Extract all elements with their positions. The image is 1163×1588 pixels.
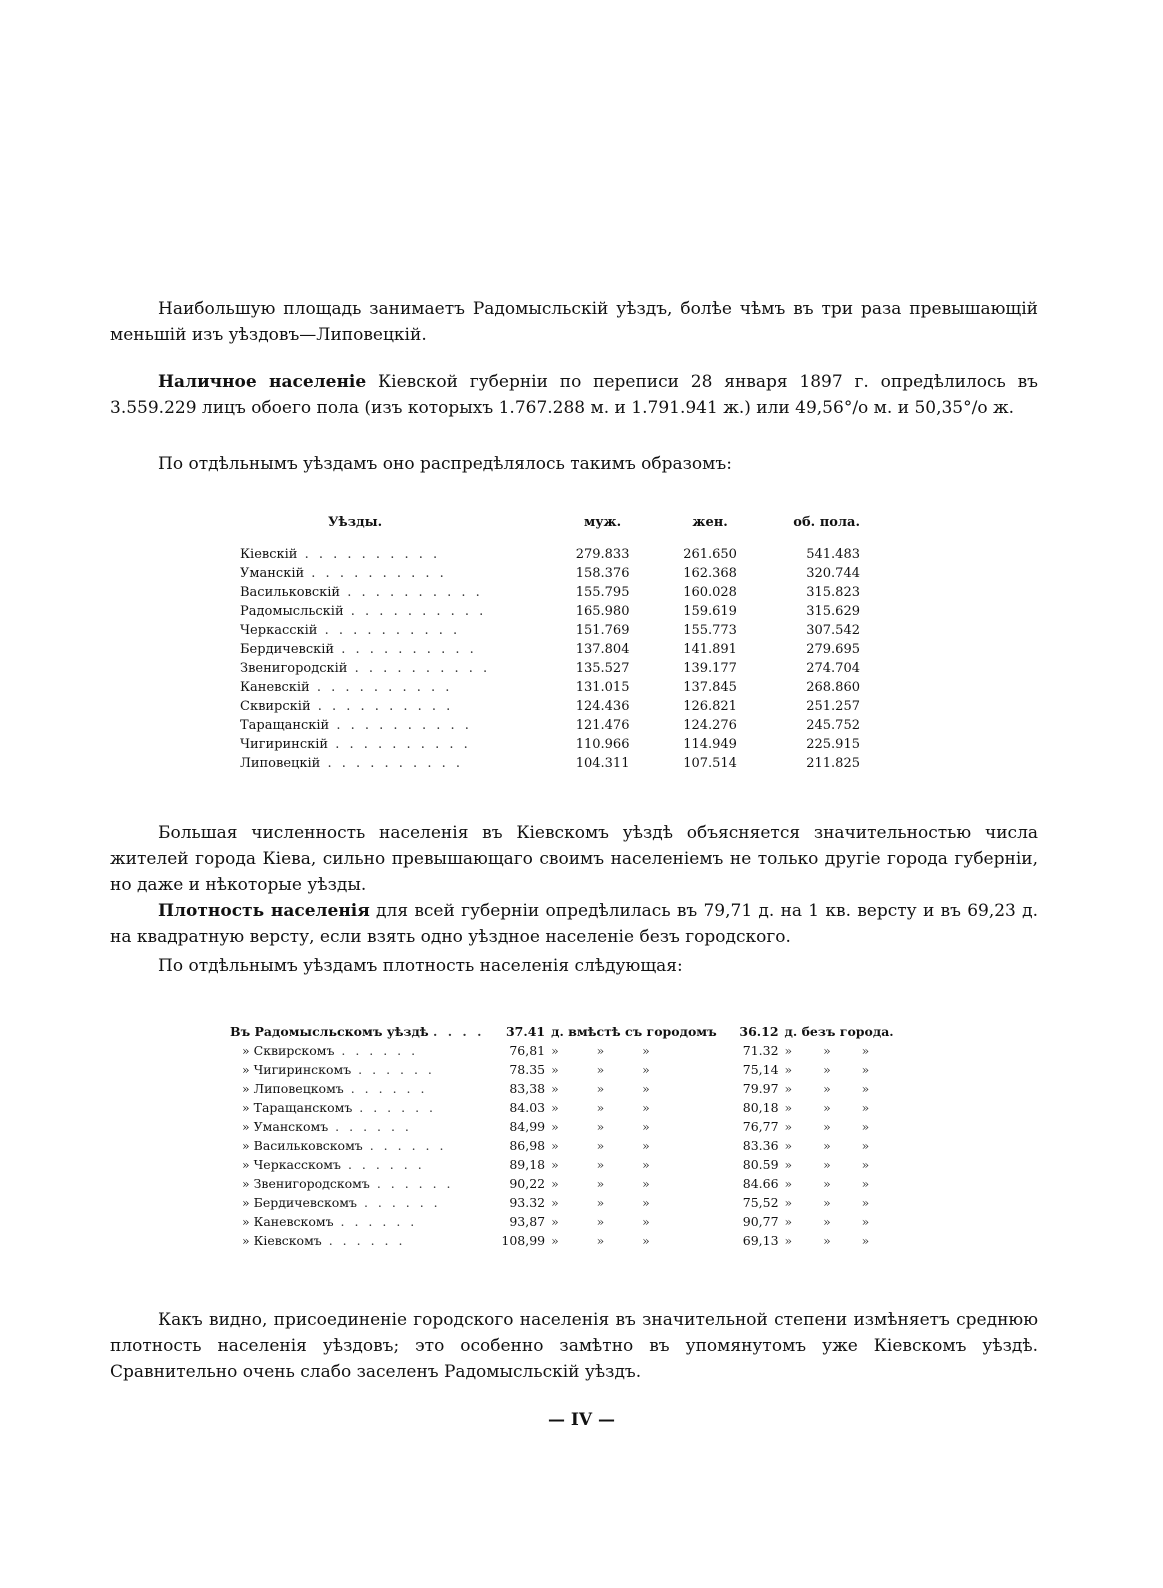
population-table: [240, 515, 860, 773]
cell-female: 162.368: [683, 566, 737, 581]
table-row: » Каневскомъ . . . . . . 93,87 » » » 90,77 » » »: [242, 1214, 873, 1229]
table-row: Сквирскій . . . . . . . . . . 124.436 126.821 251.257: [240, 699, 860, 714]
paragraph-kiev-explanation: Большая численность населенія въ Кіевскомъ уѣздѣ объясняется значительностью числа жителей города Кіева, сильно превышающаго своимъ населеніемъ не только другіе города губерніи, но даже и нѣкоторые уѣзды.: [110, 823, 1038, 895]
row-without-city: 80,18: [742, 1100, 779, 1115]
row-prefix: »: [242, 1100, 250, 1115]
row-prefix: »: [242, 1062, 250, 1077]
row-district: Чигиринскомъ: [253, 1062, 352, 1077]
row-without-city: 36.12: [739, 1024, 779, 1039]
cell-district: Сквирскій: [240, 699, 311, 714]
row-district: Звенигородскомъ: [253, 1176, 370, 1191]
table-row: Каневскій . . . . . . . . . . 131.015 137.845 268.860: [240, 680, 860, 695]
table-row: » Васильковскомъ . . . . . . 86,98 » » » 83.36 » » »: [242, 1138, 873, 1153]
table-row: Черкасскій . . . . . . . . . . 151.769 155.773 307.542: [240, 623, 860, 638]
cell-total: 251.257: [806, 699, 860, 714]
row-without-city: 83.36: [742, 1138, 779, 1153]
row-prefix: »: [242, 1138, 250, 1153]
row-without-city: 71.32: [742, 1043, 779, 1058]
cell-male: 110.966: [575, 737, 630, 752]
cell-total: 307.542: [806, 623, 860, 638]
cell-district: Липовецкій: [240, 756, 321, 771]
header-district: Уѣзды.: [328, 515, 383, 530]
cell-female: 139.177: [683, 661, 737, 676]
row-with-city: 76,81: [509, 1043, 546, 1058]
table-row: » Таращанскомъ . . . . . . 84.03 » » » 80,18 » » »: [242, 1100, 873, 1115]
cell-total: 320.744: [806, 566, 860, 581]
row-prefix: »: [242, 1119, 250, 1134]
row-without-city: 80.59: [742, 1157, 779, 1172]
table-row: » Липовецкомъ . . . . . . 83,38 » » » 79.97 » » »: [242, 1081, 873, 1096]
cell-female: 155.773: [683, 623, 737, 638]
row-prefix: »: [242, 1214, 250, 1229]
row-with-city: 90,22: [509, 1176, 546, 1191]
table-row: Бердичевскій . . . . . . . . . . 137.804 141.891 279.695: [240, 642, 860, 657]
paragraph-density: Плотность населенія для всей губерніи опредѣлилась въ 79,71 д. на 1 кв. версту и въ 69,23 д. на квадратную версту, если взять одно уѣздное населеніе безъ городского.: [110, 901, 1038, 947]
cell-district: Звенигородскій: [240, 661, 348, 676]
cell-total: 211.825: [806, 756, 860, 771]
row-prefix: »: [242, 1081, 250, 1096]
cell-female: 114.949: [683, 737, 737, 752]
row-prefix: Въ: [230, 1024, 251, 1039]
row-tail-text: д. безъ города.: [784, 1024, 894, 1039]
row-district: Васильковскомъ: [253, 1138, 363, 1153]
density-table: [230, 1022, 920, 1250]
row-without-city: 79.97: [742, 1081, 779, 1096]
cell-district: Чигиринскій: [240, 737, 329, 752]
table-row: Кіевскій . . . . . . . . . . 279.833 261.650 541.483: [240, 547, 860, 562]
row-without-city: 75,14: [742, 1062, 779, 1077]
row-district: Бердичевскомъ: [253, 1195, 357, 1210]
row-with-city: 89,18: [509, 1157, 546, 1172]
paragraph-population: Наличное населеніе Кіевской губерніи по переписи 28 января 1897 г. опредѣлилось въ 3.559.229 лицъ обоего пола (изъ которыхъ 1.767.288 м. и 1.791.941 ж.) или 49,56°/о м. и 50,35°/о ж.: [110, 372, 1038, 418]
cell-male: 124.436: [575, 699, 630, 714]
cell-total: 225.915: [806, 737, 860, 752]
table-row: » Бердичевскомъ . . . . . . 93.32 » » » 75,52 » » »: [242, 1195, 873, 1210]
row-with-city: 83,38: [509, 1081, 546, 1096]
table-header-row: [240, 515, 860, 545]
row-with-city: 84,99: [509, 1119, 546, 1134]
cell-female: 137.845: [683, 680, 737, 695]
cell-female: 107.514: [683, 756, 737, 771]
table-row: Звенигородскій . . . . . . . . . . 135.527 139.177 274.704: [240, 661, 860, 676]
cell-total: 274.704: [806, 661, 860, 676]
row-district: Каневскомъ: [253, 1214, 334, 1229]
row-with-city: 108,99: [501, 1233, 546, 1248]
row-prefix: »: [242, 1157, 250, 1172]
header-female: жен.: [692, 515, 728, 530]
cell-district: Черкасскій: [240, 623, 318, 638]
table-row: » Чигиринскомъ . . . . . . 78.35 » » » 75,14 » » »: [242, 1062, 873, 1077]
page-number: — IV —: [548, 1410, 615, 1430]
row-prefix: »: [242, 1043, 250, 1058]
cell-total: 315.823: [806, 585, 860, 600]
row-district: Уманскомъ: [253, 1119, 329, 1134]
table-row: Липовецкій . . . . . . . . . . 104.311 107.514 211.825: [240, 756, 860, 771]
cell-male: 165.980: [575, 604, 630, 619]
cell-district: Васильковскій: [240, 585, 341, 600]
cell-male: 151.769: [575, 623, 630, 638]
table-row: » Кіевскомъ . . . . . . 108,99 » » » 69,13 » » »: [242, 1233, 873, 1248]
table-row: Въ Радомысльскомъ уѣздѣ . . . . 37.41 д. вмѣстѣ съ городомъ 36.12 д. безъ города.: [230, 1022, 920, 1041]
cell-total: 268.860: [806, 680, 860, 695]
cell-total: 245.752: [806, 718, 860, 733]
paragraph-density-intro: По отдѣльнымъ уѣздамъ плотность населенія слѣдующая:: [158, 956, 683, 976]
row-district: Сквирскомъ: [253, 1043, 335, 1058]
row-with-city: 78.35: [509, 1062, 546, 1077]
header-total: об. пола.: [793, 515, 860, 530]
cell-district: Радомысльскій: [240, 604, 344, 619]
table-row: » Сквирскомъ . . . . . . 76,81 » » » 71.32 » » »: [242, 1043, 873, 1058]
cell-district: Каневскій: [240, 680, 310, 695]
cell-male: 155.795: [575, 585, 630, 600]
table-row: » Уманскомъ . . . . . . 84,99 » » » 76,77 » » »: [242, 1119, 873, 1134]
paragraph-area: Наибольшую площадь занимаетъ Радомысльскій уѣздъ, болѣе чѣмъ въ три раза превышающій меньшій изъ уѣздовъ—Липовецкій.: [110, 299, 1038, 345]
row-district: Таращанскомъ: [253, 1100, 353, 1115]
row-district: Черкасскомъ: [253, 1157, 341, 1172]
cell-total: 541.483: [806, 547, 860, 562]
term-population: Наличное населеніе: [158, 372, 367, 392]
cell-district: Бердичевскій: [240, 642, 335, 657]
row-prefix: »: [242, 1195, 250, 1210]
row-without-city: 75,52: [742, 1195, 779, 1210]
table-row: » Звенигородскомъ . . . . . . 90,22 » » » 84.66 » » »: [242, 1176, 873, 1191]
table-row: Уманскій . . . . . . . . . . 158.376 162.368 320.744: [240, 566, 860, 581]
cell-female: 126.821: [683, 699, 737, 714]
cell-district: Кіевскій: [240, 547, 298, 562]
row-with-city: 86,98: [509, 1138, 546, 1153]
header-male: муж.: [583, 515, 622, 530]
table-row: Радомысльскій . . . . . . . . . . 165.980 159.619 315.629: [240, 604, 860, 619]
cell-male: 279.833: [575, 547, 630, 562]
row-prefix: »: [242, 1233, 250, 1248]
table-row: Васильковскій . . . . . . . . . . 155.795 160.028 315.823: [240, 585, 860, 600]
cell-district: Таращанскій: [240, 718, 330, 733]
row-district: Радомысльскомъ уѣздѣ: [254, 1024, 429, 1039]
term-density: Плотность населенія: [158, 901, 370, 921]
cell-female: 159.619: [683, 604, 737, 619]
row-without-city: 76,77: [742, 1119, 779, 1134]
row-district: Липовецкомъ: [253, 1081, 344, 1096]
cell-female: 141.891: [683, 642, 737, 657]
row-with-city: 93.32: [509, 1195, 546, 1210]
cell-male: 121.476: [575, 718, 630, 733]
row-with-city: 93,87: [509, 1214, 546, 1229]
row-without-city: 90,77: [742, 1214, 779, 1229]
table-row: Чигиринскій . . . . . . . . . . 110.966 114.949 225.915: [240, 737, 860, 752]
row-prefix: »: [242, 1176, 250, 1191]
row-mid-text: д. вмѣстѣ съ городомъ: [551, 1024, 717, 1039]
paragraph-table-intro: По отдѣльнымъ уѣздамъ оно распредѣлялось такимъ образомъ:: [158, 454, 732, 474]
row-with-city: 84.03: [509, 1100, 546, 1115]
row-with-city: 37.41: [505, 1024, 546, 1039]
cell-male: 158.376: [575, 566, 630, 581]
cell-total: 279.695: [806, 642, 860, 657]
cell-male: 135.527: [575, 661, 630, 676]
cell-male: 131.015: [575, 680, 630, 695]
row-district: Кіевскомъ: [253, 1233, 322, 1248]
row-without-city: 69,13: [742, 1233, 779, 1248]
table-row: » Черкасскомъ . . . . . . 89,18 » » » 80.59 » » »: [242, 1157, 873, 1172]
cell-male: 137.804: [575, 642, 630, 657]
cell-female: 124.276: [683, 718, 737, 733]
cell-male: 104.311: [575, 756, 630, 771]
cell-female: 261.650: [683, 547, 737, 562]
row-without-city: 84.66: [742, 1176, 779, 1191]
cell-female: 160.028: [683, 585, 737, 600]
cell-district: Уманскій: [240, 566, 305, 581]
paragraph-conclusion: Какъ видно, присоединеніе городского населенія въ значительной степени измѣняетъ среднюю плотность населенія уѣздовъ; это особенно замѣтно въ упомянутомъ уже Кіевскомъ уѣздѣ. Сравнительно очень слабо заселенъ Радомысльскій уѣздъ.: [110, 1310, 1038, 1382]
cell-total: 315.629: [806, 604, 860, 619]
table-row: Таращанскій . . . . . . . . . . 121.476 124.276 245.752: [240, 718, 860, 733]
